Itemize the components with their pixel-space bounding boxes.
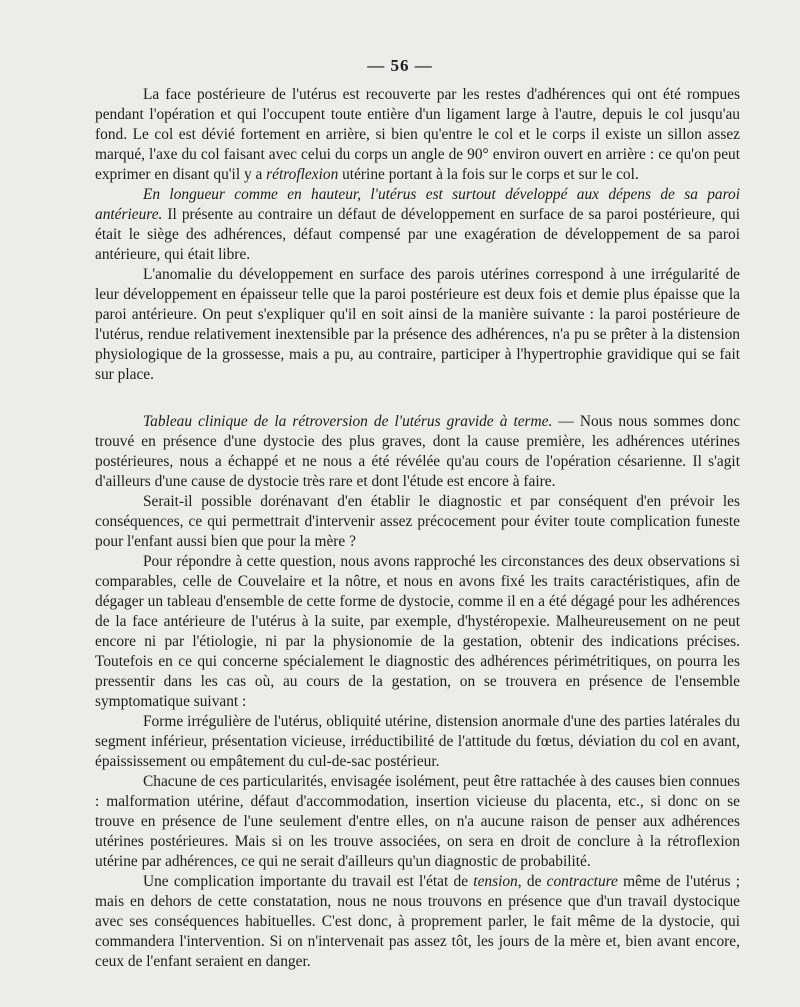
body-text — [95, 85, 740, 972]
page-number: — 56 — — [367, 56, 433, 75]
italic-text: En longueur comme en hauteur, l'utérus est surtout développé aux dépens de sa paroi antérieure. — [95, 186, 740, 223]
italic-text: contracture — [546, 873, 618, 890]
text-run: Serait-il possible dorénavant d'en établir le diagnostic et par conséquent d'en prévoir les conséquences, ce qui permettrait d'intervenir assez précocement pour éviter toute complication funeste pour l'enfant aussi bien que pour la mère ? — [95, 493, 740, 550]
text-run: La face postérieure de l'utérus est recouverte par les restes d'adhérences qui ont été rompues pendant l'opération et qui l'occupent toute entière d'un ligament large à l'autre, depuis le col jusqu'au fond. Le col est dévié fortement en arrière, si bien qu'entre le col et le corps il existe un sillon assez marqué, l'axe du col faisant avec celui du corps un angle de 90° environ ouvert en arrière : ce qu'on peut exprimer en disant qu'il y a — [95, 86, 740, 183]
text-run: même de l'utérus ; mais en dehors de cette constatation, nous ne nous trouvons en présence que d'un travail dystocique avec ses conséquences habituelles. C'est donc, à proprement parler, le fait même de la dystocie, qui commandera l'intervention. Si on n'intervenait pas assez tôt, les jours de la mère et, bien avant encore, ceux de l'enfant seraient en danger. — [95, 873, 740, 970]
text-run: Pour répondre à cette question, nous avons rapproché les circonstances des deux observations si comparables, celle de Couvelaire et la nôtre, et nous en avons fixé les traits caractéristiques, afin de dégager un tableau d'ensemble de cette forme de dystocie, comme il en a été dégagé pour les adhérences de la face antérieure de l'utérus à la suite, par exemple, d'hystéropexie. Malheureusement on ne peut encore ni par l'étiologie, ni par la physionomie de la gestation, obtenir des indications précises. Toutefois en ce qui concerne spécialement le diagnostic des adhérences périmétritiques, on pourra les pressentir dans les cas où, au cours de la gestation, on se trouvera en présence de l'ensemble symptomatique suivant : — [95, 553, 740, 710]
italic-text: Tableau clinique de la rétroversion de l'utérus gravide à terme. — [143, 413, 553, 430]
paragraph — [95, 712, 740, 772]
text-run: Chacune de ces particularités, envisagée isolément, peut être rattachée à des causes bien connues : malformation utérine, défaut d'accommodation, insertion vicieuse du placenta, etc., si donc on se trouve en présence de l'une seulement d'entre elles, on n'a aucune raison de penser aux adhérences utérines postérieures. Mais si on les trouve associées, on sera en droit de conclure à la rétroflexion utérine par adhérences, ce qui ne serait d'ailleurs qu'un diagnostic de probabilité. — [95, 773, 740, 870]
paragraph — [95, 492, 740, 552]
italic-text: rétroflexion — [266, 166, 339, 183]
paragraph — [95, 552, 740, 712]
text-run: — Nous nous sommes donc trouvé en présence d'une dystocie des plus graves, dont la cause première, les adhérences utérines postérieures, nous a échappé et ne nous a été révélée qu'au cours de l'opération césarienne. Il s'agit d'ailleurs d'une cause de dystocie très rare et dont l'étude est encore à faire. — [95, 413, 740, 490]
paragraph — [95, 412, 740, 492]
text-run: Une complication importante du travail est l'état de — [143, 873, 474, 890]
text-run: , de — [517, 873, 547, 890]
text-run: Il présente au contraire un défaut de développement en surface de sa paroi postérieure, qui était le siège des adhérences, défaut compensé par une exagération de développement de sa paroi antérieure, qui était libre. — [95, 206, 740, 263]
paragraph — [95, 772, 740, 872]
italic-text: tension — [473, 873, 518, 890]
text-run: utérine portant à la fois sur le corps et sur le col. — [338, 166, 639, 183]
paragraph — [95, 85, 740, 185]
text-run: Forme irrégulière de l'utérus, obliquité utérine, distension anormale d'une des parties latérales du segment inférieur, présentation vicieuse, irréductibilité de l'attitude du fœtus, déviation du col en avant, épaississement ou empâtement du cul-de-sac postérieur. — [95, 713, 740, 770]
paragraph — [95, 185, 740, 265]
paragraph — [95, 265, 740, 385]
text-run: L'anomalie du développement en surface des parois utérines correspond à une irrégularité de leur développement en épaisseur telle que la paroi postérieure est deux fois et demie plus épaisse que la paroi antérieure. On peut s'expliquer qu'il en soit ainsi de la manière suivante : la paroi postérieure de l'utérus, rendue relativement inextensible par la présence des adhérences, n'a pu se prêter à la distension physiologique de la grossesse, mais a pu, au contraire, participer à l'hypertrophie gravidique qui se fait sur place. — [95, 266, 740, 383]
paragraph — [95, 872, 740, 972]
